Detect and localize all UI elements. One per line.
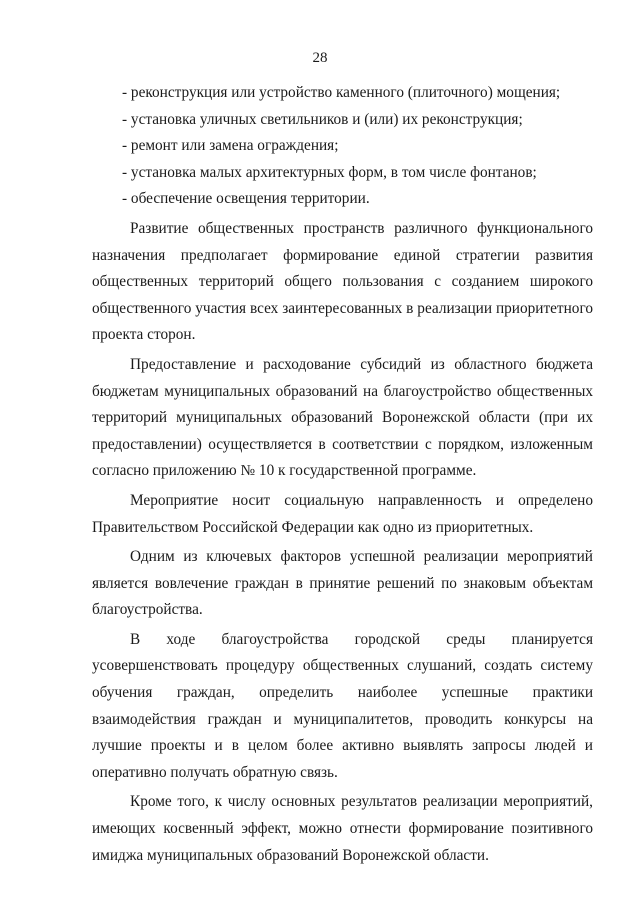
paragraph: Предоставление и расходование субсидий из областного бюджета бюджетам муниципальных образований на благоустройство общественных территорий муниципальных образований Воронежской области (при их предоставлении) осуществляется в соответствии с порядком, изложенным согласно приложению № 10 к государственной программе. — [92, 355, 593, 480]
list-item: - обеспечение освещения территории. — [122, 190, 370, 208]
paragraph: Мероприятие носит социальную направленность и определено Правительством Российской Федерации как одно из приоритетных. — [92, 491, 593, 536]
paragraph: В ходе благоустройства городской среды планируется усовершенствовать процедуру общественных слушаний, создать систему обучения граждан, определить наиболее успешные практики взаимодействия граждан и муниципалитетов, проводить конкурсы на лучшие проекты и в целом более активно выявлять запросы людей и оперативно получать обратную связь. — [92, 630, 593, 781]
paragraph: Развитие общественных пространств различного функционального назначения предполагает формирование единой стратегии развития общественных территорий общего пользования с созданием широкого общественного участия всех заинтересованных в реализации приоритетного проекта сторон. — [92, 219, 593, 344]
list-item: - установка малых архитектурных форм, в том числе фонтанов; — [122, 163, 537, 181]
paragraph: Одним из ключевых факторов успешной реализации мероприятий является вовлечение граждан в принятие решений по знаковым объектам благоустройства. — [92, 548, 593, 619]
list-item: - ремонт или замена ограждения; — [122, 137, 339, 155]
paragraph: Кроме того, к числу основных результатов реализации мероприятий, имеющих косвенный эффект, можно отнести формирование позитивного имиджа муниципальных образований Воронежской области. — [92, 793, 593, 864]
list-item: - реконструкция или устройство каменного (плиточного) мощения; — [122, 84, 561, 101]
document-body — [92, 80, 593, 869]
page-number: 28 — [312, 50, 328, 66]
list-item: - установка уличных светильников и (или) их реконструкция; — [122, 110, 523, 128]
